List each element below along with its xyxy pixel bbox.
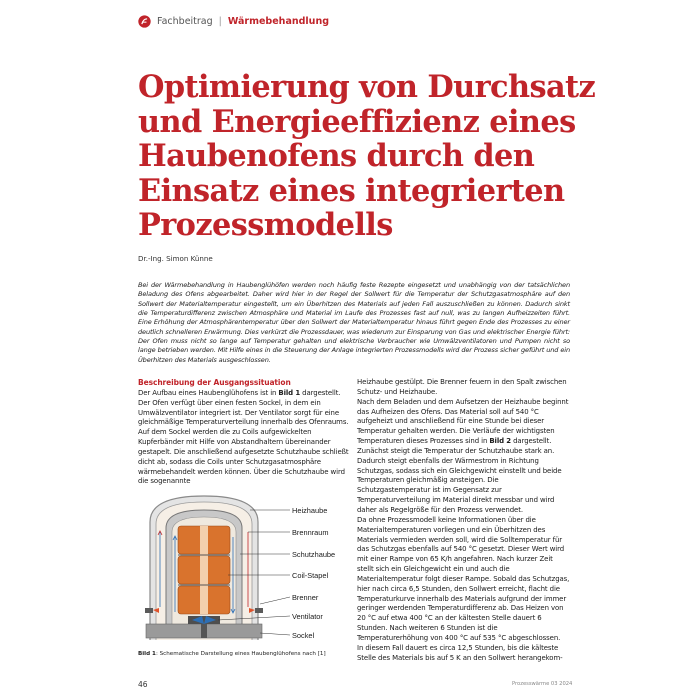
title-line: Einsatz eines integrierten	[138, 172, 565, 209]
text-run: Nach dem Beladen und dem Aufsetzen der Heizhaube beginnt das Aufheizen des Ofens. Das Material soll auf 540 °C aufgeheizt und anschließend für eine Stunde bei dieser Temperatur gehalten werden. Die Verläufe der wichtigsten Temperaturen dieses Prozesses sind in	[357, 397, 569, 446]
title-line: Prozessmodells	[138, 207, 393, 244]
body-paragraph	[357, 398, 570, 516]
figure-label: Heizhaube	[292, 506, 328, 515]
lead-paragraph: Bei der Wärmebehandlung in Haubenglühöfen werden noch häufig feste Rezepte eingesetzt und unabhängig von der tatsächlichen Beladung des Ofens abgearbeitet. Daher wird hier in der Regel der Sollwert für die Temperatur der Schutzgasatmosphäre auf den Sollwert der Materialtemperatur eingestellt, um ein Überhitzen des Materials auf jeden Fall auszuschließen zu können. Dadurch sinkt die Temperaturdifferenz zwischen Atmosphäre und Material im Laufe des Prozesses fast auf null, was zu langen Aufheizzeiten führt. Eine Erhöhung der Atmosphärentemperatur über den Sollwert der Materialtemperatur hinaus führt gegen Ende des Prozesses zu einer deutlich schnelleren Erwärmung. Dies verkürzt die Prozessdauer, was wiederum zur Einsparung von Gas und elektrischer Energie führt: Der Ofen muss nicht so lange auf Temperatur gehalten und elektrische Verbraucher wie Umwälzventilatoren und Pumpen nicht so lange betrieben werden. Mit Hilfe eines in die Steuerung der Anlage integrierten Prozessmodells wird der Prozess sicher geführt und ein Überhitzen des Materials ausgeschlossen.	[138, 281, 570, 364]
title-line: Optimierung von Durchsatz	[138, 69, 596, 105]
header-separator: |	[218, 16, 222, 27]
section-label: Fachbeitrag	[157, 16, 213, 27]
body-paragraph: In diesem Fall dauert es circa 12,5 Stunden, bis die kälteste Stelle des Materials bis auf 5 K an den Sollwert herangekom-	[357, 643, 563, 662]
figure-reference: Bild 1	[278, 388, 301, 397]
text-run: dargestellt. Der Ofen verfügt über einen festen Sockel, in dem ein Umwälzventilator integriert ist. Der Ventilator sorgt für eine gleichmäßige Temperaturverteilung innerhalb des Ofenraums. Auf dem Sockel werden die zu Coils aufgewickelten Kupferbänder mit Hilfe von Abstandhaltern übereinander gestapelt. Die anschließend aufgesetzte Schutzhaube schließt dicht ab, sodass die Coils unter Schutzgasatmosphäre wärmebehandelt werden können. Über die Schutzhaube wird die sogenannte	[138, 388, 349, 486]
figure-caption	[138, 651, 368, 657]
section-heading: Beschreibung der Ausgangssituation	[138, 378, 291, 387]
running-header	[138, 15, 329, 28]
page-number: 46	[138, 680, 148, 689]
text-run: dargestellt. Zunächst steigt die Temperatur der Schutzhaube stark an. Dadurch steigt ebenfalls der Wärmestrom in Richtung Schutzgas, sodass sich ein Gleichgewicht einstellt und beide Temperaturen gleichmäßig ansteigen. Die Schutzgastemperatur ist im Gegensatz zur Temperaturverteilung im Material direkt messbar und wird daher als Regelgröße für den Prozess verwendet.	[357, 437, 562, 514]
body-paragraph: Heizhaube gestülpt. Die Brenner feuern in den Spalt zwischen Schutz- und Heizhaube.	[357, 378, 567, 396]
figure-label: Coil-Stapel	[292, 571, 329, 580]
body-paragraph	[138, 389, 350, 487]
furnace-diagram	[142, 492, 352, 642]
caption-label: Bild 1	[138, 651, 156, 657]
title-line: und Energieeffizienz eines	[138, 103, 576, 140]
figure-label: Sockel	[292, 631, 315, 640]
journal-logo-icon	[138, 15, 151, 28]
article-title	[138, 70, 608, 243]
figure-reference: Bild 2	[489, 437, 512, 446]
author: Dr.-Ing. Simon Künne	[138, 254, 213, 263]
caption-text: : Schematische Darstellung eines Haubenglühofens nach [1]	[155, 651, 326, 657]
figure-label: Brenner	[292, 593, 319, 602]
title-line: Haubenofens durch den	[138, 138, 535, 175]
left-column	[138, 378, 350, 487]
right-column	[357, 378, 570, 663]
body-paragraph: Da ohne Prozessmodell keine Informationen über die Materialtemperaturen vorliegen und ein Überhitzen des Materials vermieden werden soll, wird die Solltemperatur für das Schutzgas ebenfalls auf 540 °C gesetzt. Dieser Wert wird mit einer Rampe von 65 K/h angefahren. Nach kurzer Zeit stellt sich ein Gleichgewicht ein und auch die Materialtemperatur folgt dieser Rampe. Sobald das Schutzgas, hier nach circa 6,5 Stunden, den Sollwert erreicht, flacht die Temperaturkurve innerhalb des Materials aufgrund der immer geringer werdenden Temperaturdifferenz ab. Das Heizen von 20 °C auf etwa 400 °C an der kältesten Stelle dauert 6 Stunden. Nach weiteren 6 Stunden ist die Temperaturerhöhung von 400 °C auf 535 °C abgeschlossen.	[357, 515, 570, 642]
topic-label: Wärmebehandlung	[227, 16, 330, 27]
journal-issue: Prozesswärme 03 2024	[512, 681, 573, 687]
figure-label: Brennraum	[292, 528, 329, 537]
text-run: Der Aufbau eines Haubenglühofens ist in	[138, 388, 279, 397]
figure-label: Schutzhaube	[292, 550, 336, 559]
coil-stack	[178, 526, 230, 614]
figure-label: Ventilator	[292, 612, 323, 621]
